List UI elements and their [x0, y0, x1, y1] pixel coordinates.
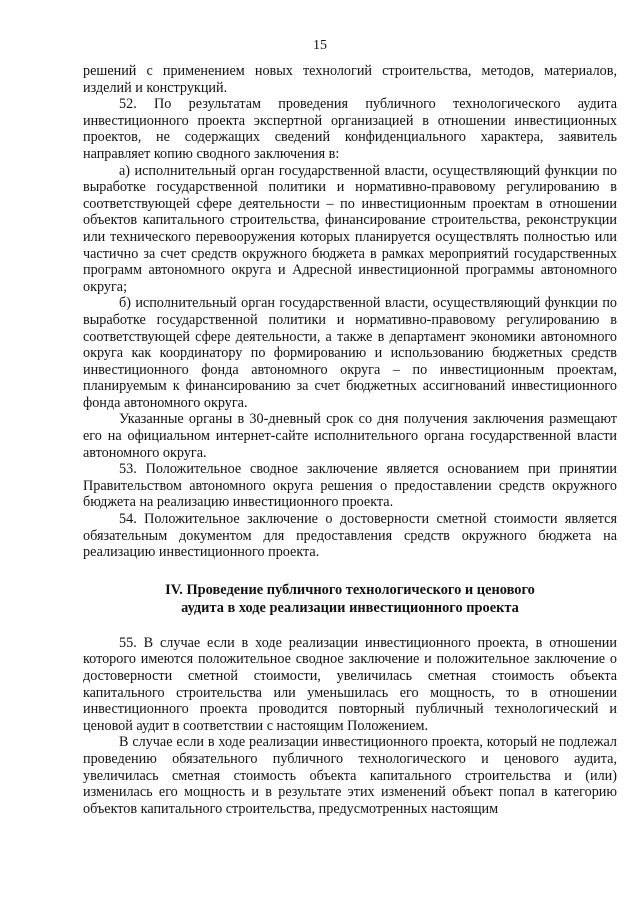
paragraph-52-b: б) исполнительный орган государственной власти, осуществляющий функции по выработке государственной политики и нормативно-правовому регулированию в соответствующей сфере деятельности, а также в департамент экономики автономного округа как координатору по формированию и использованию бюджетных средств инвестиционного фонда автономного округа – по инвестиционным проектам, планируемым к финансированию за счет бюджетных ассигнований инвестиционного фонда автономного округа.	[83, 295, 617, 411]
paragraph-52-a: а) исполнительный орган государственной власти, осуществляющий функции по выработке государственной политики и нормативно-правовому регулированию в соответствующей сфере деятельности – по инвестиционным проектам в отношении объектов капитального строительства, финансирование строительства, реконструкции или технического перевооружения которых планируется осуществлять полностью или частично за счет средств окружного бюджета в рамках мероприятий государственных программ автономного округа и Адресной инвестиционной программы автономного округа;	[83, 162, 617, 295]
section-heading	[83, 581, 617, 617]
paragraph-54: 54. Положительное заключение о достоверности сметной стоимости является обязательным документом для предоставления средств окружного бюджета на реализацию инвестиционного проекта.	[83, 511, 617, 561]
section-heading-line-2: аудита в ходе реализации инвестиционного проекта	[181, 599, 519, 616]
paragraph-55: 55. В случае если в ходе реализации инвестиционного проекта, в отношении которого имеются положительное сводное заключение и положительное заключение о достоверности сметной стоимости, увеличилась сметная стоимость объекта капитального строительства или уменьшилась его мощность, то в отношении инвестиционного проекта проводится повторный публичный технологический и ценовой аудит в соответствии с настоящим Положением.	[83, 634, 617, 734]
paragraph-52-note: Указанные органы в 30-дневный срок со дня получения заключения размещают его на официальном интернет-сайте исполнительного органа государственной власти автономного округа.	[83, 411, 617, 461]
paragraph-55-continued: В случае если в ходе реализации инвестиционного проекта, который не подлежал проведению обязательного публичного технологического и ценового аудита, увеличилась сметная стоимость объекта капитального строительства и (или) изменилась его мощность и в результате этих изменений объект попал в категорию объектов капитального строительства, предусмотренных настоящим	[83, 734, 617, 817]
paragraph-52: 52. По результатам проведения публичного технологического аудита инвестиционного проекта экспертной организацией в отношении инвестиционных проектов, не содержащих сведений конфиденциального характера, заявитель направляет копию сводного заключения в:	[83, 96, 617, 162]
paragraph-53: 53. Положительное сводное заключение является основанием при принятии Правительством автономного округа решения о предоставлении средств окружного бюджета на реализацию инвестиционного проекта.	[83, 461, 617, 511]
page-number: 15	[313, 38, 327, 53]
page-content	[83, 63, 617, 817]
paragraph-continuation: решений с применением новых технологий строительства, методов, материалов, изделий и конструкций.	[83, 63, 617, 96]
section-heading-line-1: IV. Проведение публичного технологического и ценового	[165, 581, 535, 598]
